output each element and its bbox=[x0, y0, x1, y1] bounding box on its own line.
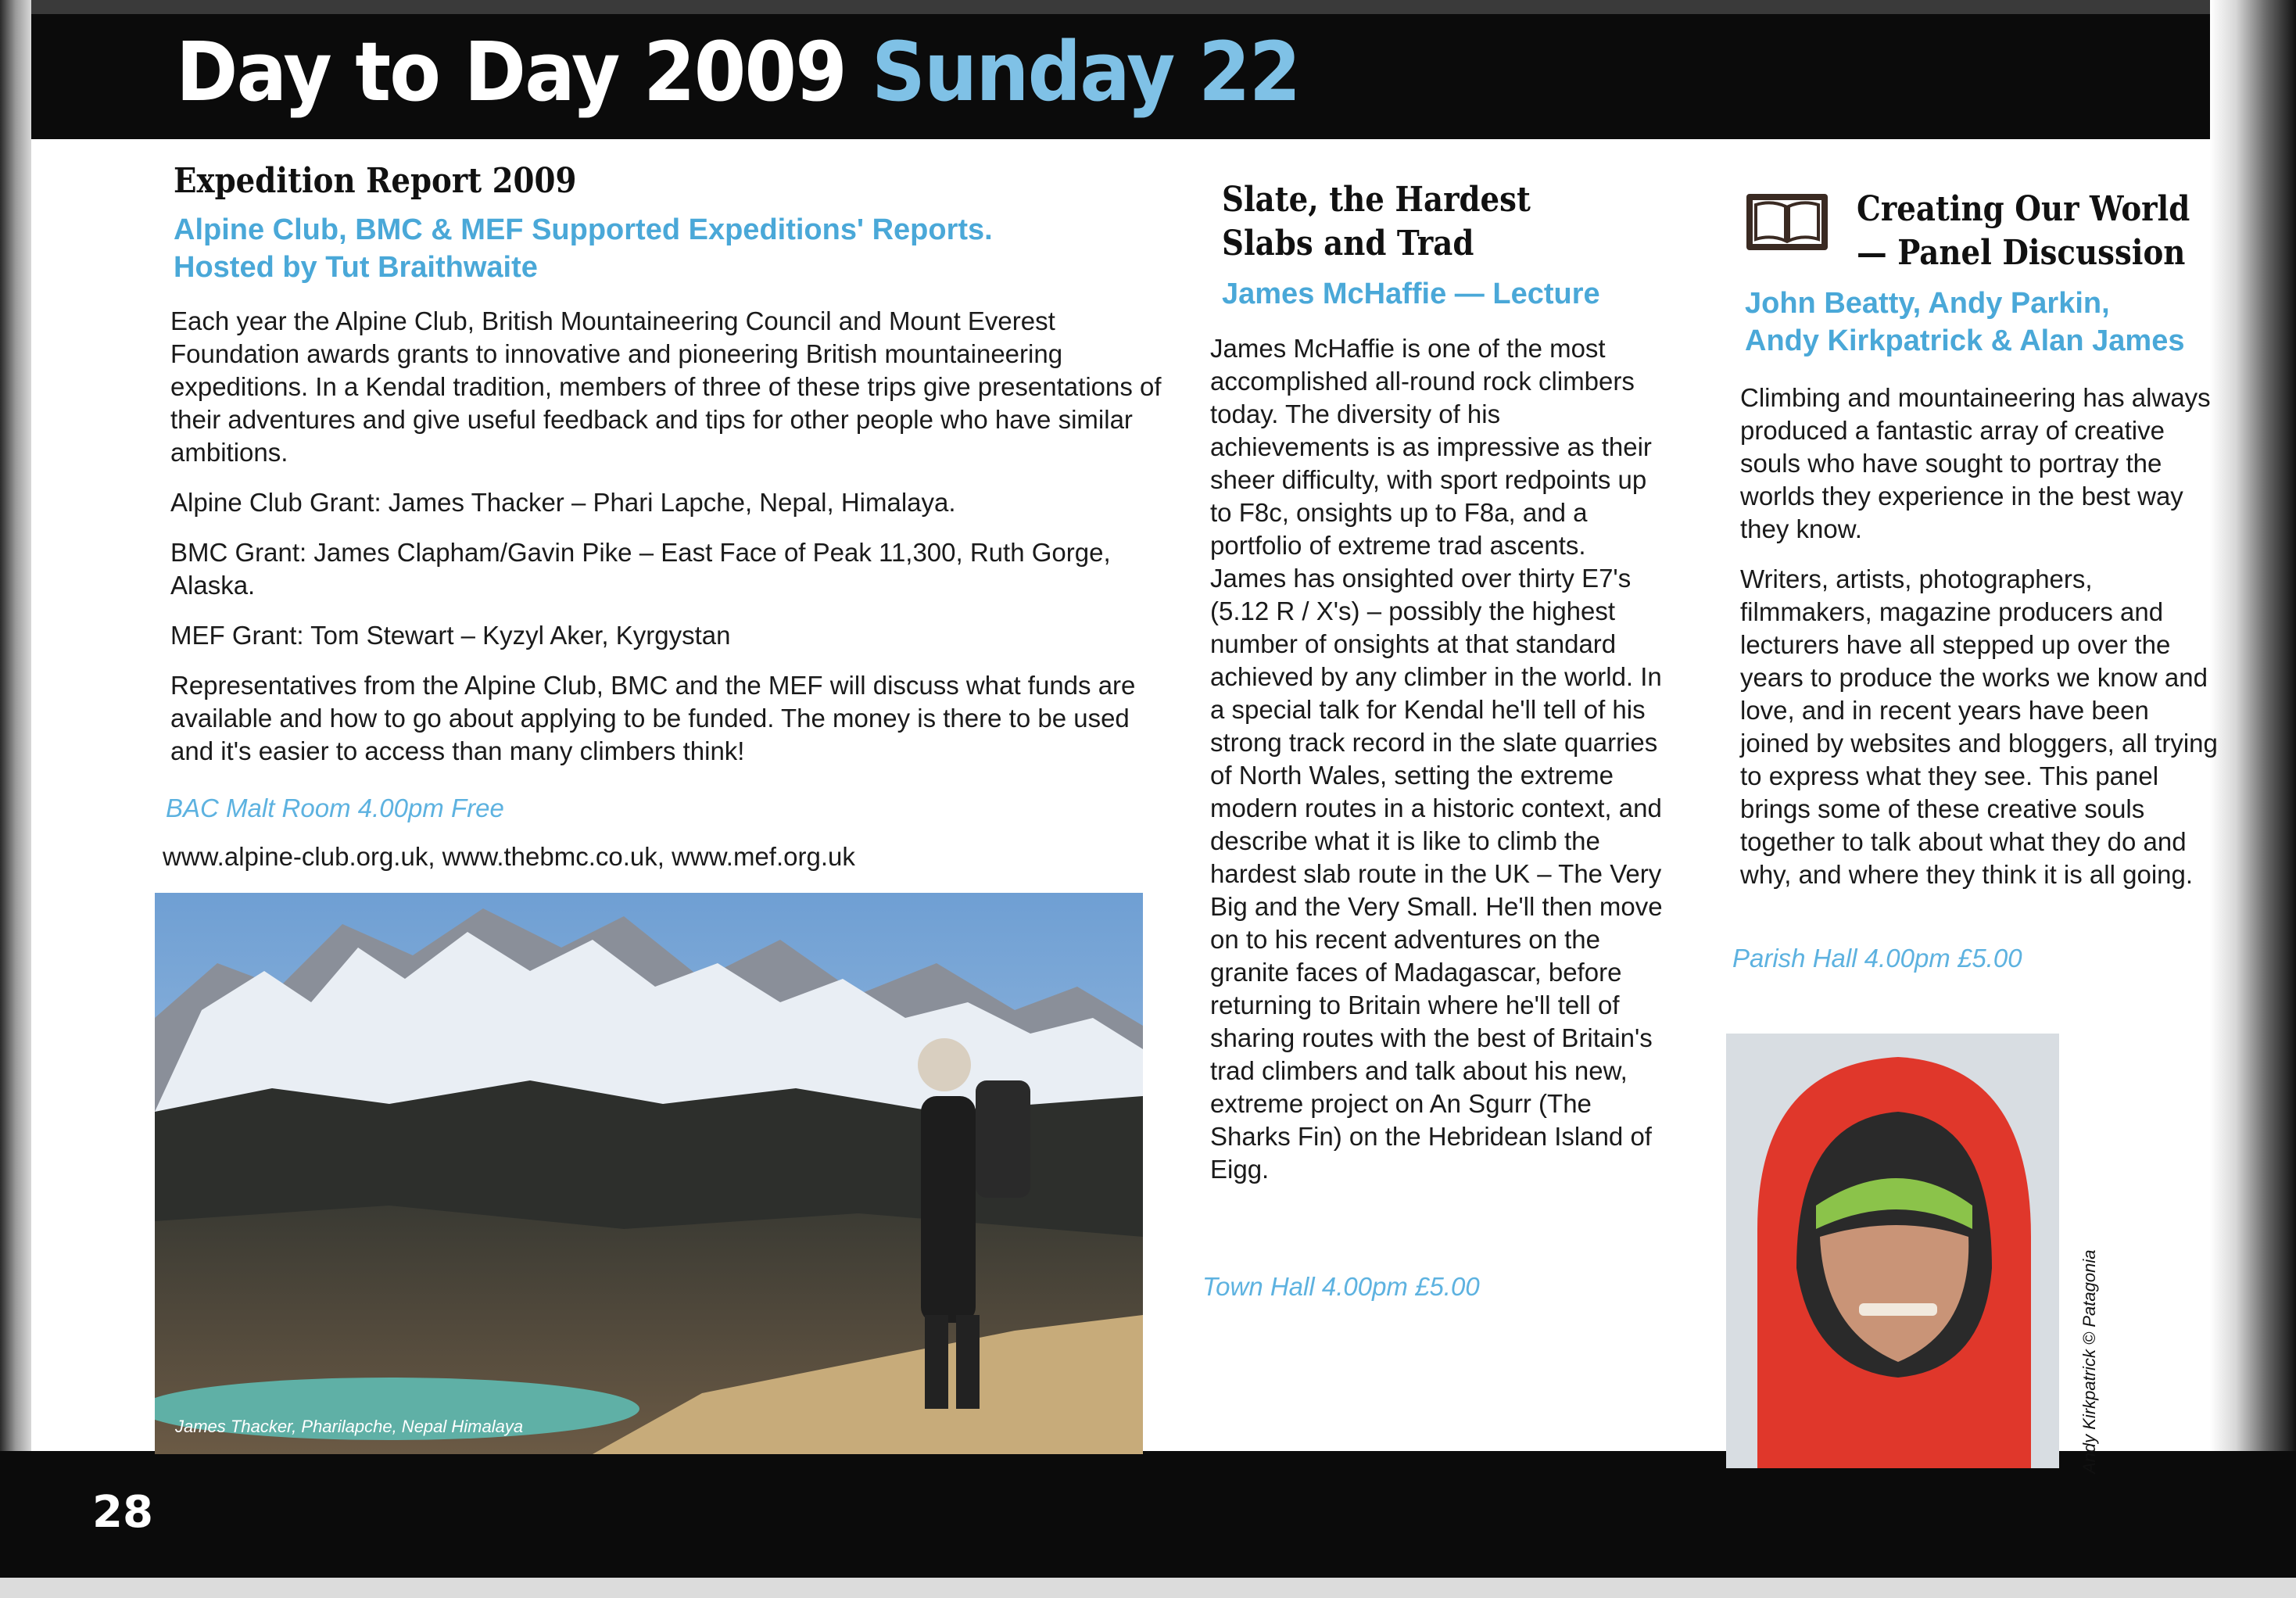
photo-credit: Andy Kirkpatrick © Patagonia bbox=[2079, 1249, 2099, 1474]
expedition-subtitle-line1: Alpine Club, BMC & MEF Supported Expeditions' Reports. bbox=[174, 213, 993, 246]
slate-venue: Town Hall 4.00pm £5.00 bbox=[1202, 1272, 1480, 1301]
expedition-subtitle bbox=[174, 211, 1159, 286]
panel-para-1: Climbing and mountaineering has always produced a fantastic array of creative souls who have sought to portray the worlds they experience in the best way they know. bbox=[1740, 383, 2211, 543]
grant-mef: MEF Grant: Tom Stewart – Kyzyl Aker, Kyrgystan bbox=[170, 621, 731, 650]
slate-subtitle: James McHaffie — Lecture bbox=[1222, 278, 1600, 310]
mountain-landscape-image bbox=[155, 893, 1143, 1454]
footer-band bbox=[0, 1451, 2296, 1598]
expedition-photo bbox=[155, 893, 1143, 1454]
book-icon bbox=[1745, 192, 1829, 252]
page-number: 28 bbox=[92, 1487, 153, 1538]
binding-left-edge bbox=[0, 0, 31, 1598]
expedition-heading: Expedition Report 2009 bbox=[174, 161, 577, 201]
panel-body bbox=[1740, 382, 2225, 908]
slate-heading bbox=[1222, 178, 1531, 266]
panel-subtitle-line1: John Beatty, Andy Parkin, bbox=[1745, 287, 2110, 320]
panel-subtitle bbox=[1745, 285, 2184, 360]
climber-portrait-image bbox=[1726, 1034, 2059, 1468]
panel-subtitle-line2: Andy Kirkpatrick & Alan James bbox=[1745, 324, 2185, 357]
slate-heading-line1: Slate, the Hardest bbox=[1222, 180, 1531, 220]
panel-venue: Parish Hall 4.00pm £5.00 bbox=[1732, 944, 2022, 973]
expedition-closing: Representatives from the Alpine Club, BMC and the MEF will discuss what funds are available and how to go about applying to be funded. The money is there to be used and it's easier to access than many climbers think! bbox=[170, 671, 1136, 765]
slate-description: James McHaffie is one of the most accomplished all-round rock climbers today. The diversity of his achievements is as impressive as their sheer difficulty, with sport redpoints up to F8c, onsights up to F8a, and a portfolio of extreme trad ascents. James has onsighted over thirty E7's (5.12 R / X's) – possibly the highest number of onsights at that standard achieved by any climber in the world. In a special talk for Kendal he'll tell of his strong track record in the slate quarries of North Wales, setting the extreme modern routes in a historic context, and describe what it is like to climb the hardest slab route in the UK – The Very Big and the Very Small. He'll then move on to his recent adventures on the granite faces of Madagascar, before returning to Britain where he'll tell of sharing routes with the best of Britain's trad climbers and talk about his new, extreme project on An Sgurr (The Sharks Fin) on the Hebridean Island of Eigg. bbox=[1210, 334, 1663, 1184]
portrait-photo bbox=[1726, 1034, 2059, 1468]
panel-heading-line2: — Panel Discussion bbox=[1857, 233, 2186, 273]
expedition-links: www.alpine-club.org.uk, www.thebmc.co.uk, www.mef.org.uk bbox=[163, 842, 855, 871]
expedition-body bbox=[170, 305, 1163, 785]
grant-bmc: BMC Grant: James Clapham/Gavin Pike – East Face of Peak 11,300, Ruth Gorge, Alaska. bbox=[170, 538, 1111, 600]
expedition-venue: BAC Malt Room 4.00pm Free bbox=[166, 794, 504, 822]
grant-alpine-club: Alpine Club Grant: James Thacker – Phari Lapche, Nepal, Himalaya. bbox=[170, 488, 956, 517]
header-band-edge bbox=[0, 0, 2296, 14]
page-title: Day to Day 2009 bbox=[176, 24, 846, 120]
panel-heading bbox=[1857, 188, 2190, 275]
page-day: Sunday 22 bbox=[872, 24, 1300, 120]
slate-body bbox=[1210, 332, 1664, 1203]
panel-heading-line1: Creating Our World bbox=[1857, 189, 2190, 229]
expedition-subtitle-line2: Hosted by Tut Braithwaite bbox=[174, 251, 538, 284]
photo-caption: James Thacker, Pharilapche, Nepal Himalaya bbox=[175, 1417, 524, 1436]
slate-heading-line2: Slabs and Trad bbox=[1222, 224, 1474, 263]
expedition-intro: Each year the Alpine Club, British Mountaineering Council and Mount Everest Foundation awards grants to innovative and pioneering British mountaineering expeditions. In a Kendal tradition, members of three of these trips give presentations of their adventures and give useful feedback and tips for other people who have similar ambitions. bbox=[170, 306, 1162, 467]
panel-para-2: Writers, artists, photographers, filmmakers, magazine producers and lecturers have all stepped up over the years to produce the works we know and love, and in recent years have been joined by websites and bloggers, all trying to express what they see. This panel brings some of these creative souls together to talk about what they do and why, and where they think it is all going. bbox=[1740, 564, 2218, 889]
footer-page-edge bbox=[0, 1578, 2296, 1598]
